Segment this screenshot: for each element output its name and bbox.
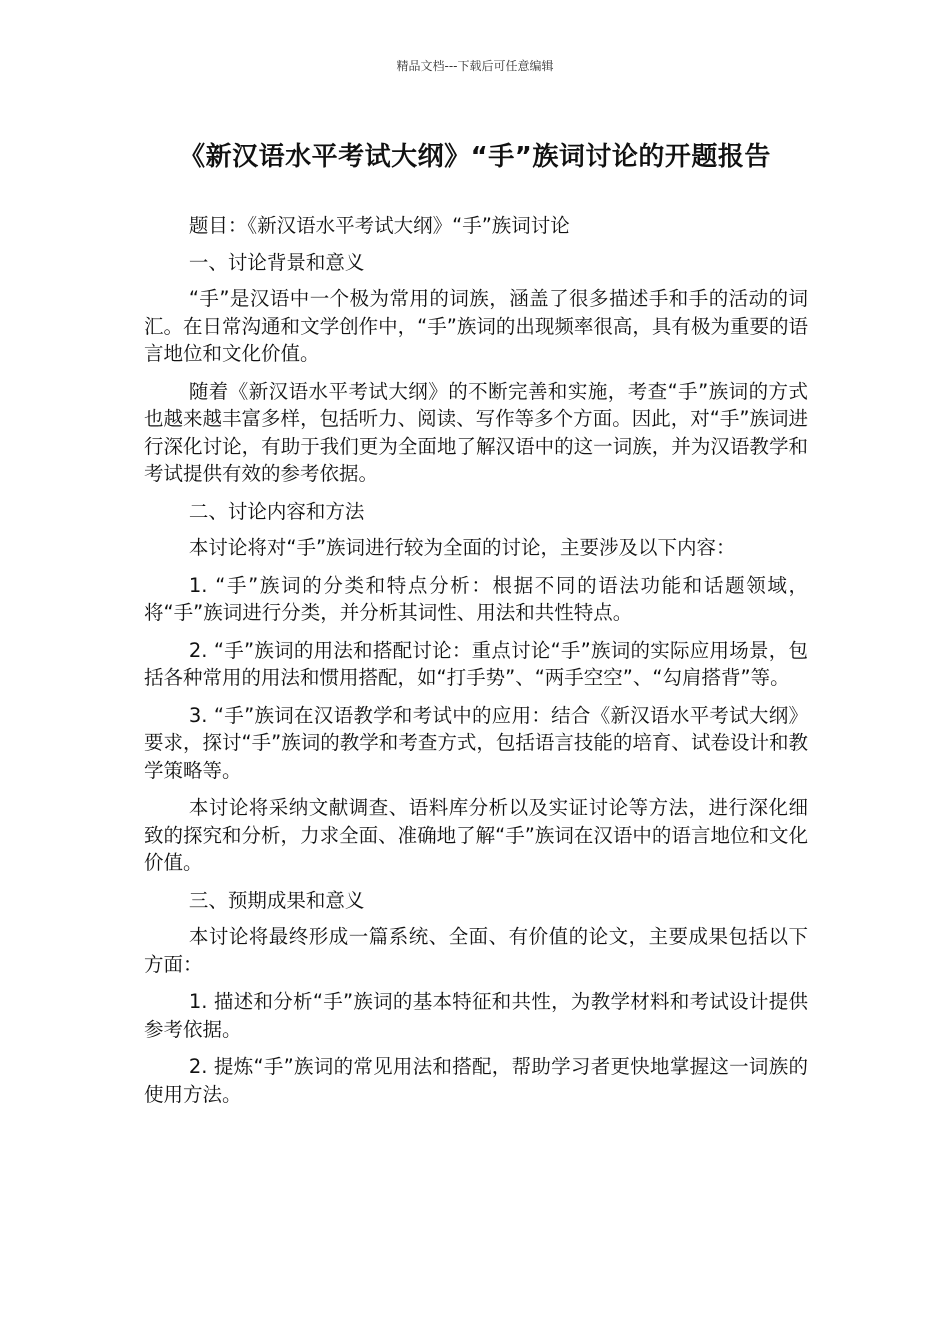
list-item: 1. 描述和分析“手”族词的基本特征和共性，为教学材料和考试设计提供参考依据。 [144,990,808,1041]
page-header: 精品文档---下载后可任意编辑 [396,59,554,73]
list-item: 1. “手”族词的分类和特点分析：根据不同的语法功能和话题领域，将“手”族词进行分类，并分析其词性、用法和共性特点。 [144,573,808,624]
body-paragraph: 本讨论将对“手”族词进行较为全面的讨论，主要涉及以下内容： [188,536,736,559]
section-heading-results: 三、预期成果和意义 [188,888,365,912]
body-paragraph: 本讨论将最终形成一篇系统、全面、有价值的论文，主要成果包括以下方面： [144,925,808,976]
list-item: 2. “手”族词的用法和搭配讨论：重点讨论“手”族词的实际应用场景，包括各种常用的用法和惯用搭配，如“打手势”、“两手空空”、“勾肩搭背”等。 [144,638,808,689]
list-item: 3. “手”族词在汉语教学和考试中的应用：结合《新汉语水平考试大纲》要求，探讨“手”族词的教学和考查方式，包括语言技能的培育、试卷设计和教学策略等。 [144,703,808,782]
section-heading-background: 一、讨论背景和意义 [188,250,365,274]
topic-line: 题目：《新汉语水平考试大纲》“手”族词讨论 [188,214,570,237]
section-heading-content-method: 二、讨论内容和方法 [188,499,365,523]
list-item: 2. 提炼“手”族词的常见用法和搭配，帮助学习者更快地掌握这一词族的使用方法。 [144,1055,808,1106]
document-title: 《新汉语水平考试大纲》“手”族词讨论的开题报告 [179,142,771,172]
document-body [144,212,808,1118]
body-paragraph: 本讨论将采纳文献调查、语料库分析以及实证讨论等方法，进行深化细致的探究和分析，力求全面、准确地了解“手”族词在汉语中的语言地位和文化价值。 [144,796,808,874]
body-paragraph: “手”是汉语中一个极为常用的词族，涵盖了很多描述手和手的活动的词汇。在日常沟通和文学创作中，“手”族词的出现频率很高，具有极为重要的语言地位和文化价值。 [144,287,808,365]
body-paragraph: 随着《新汉语水平考试大纲》的不断完善和实施，考查“手”族词的方式也越来越丰富多样，包括听力、阅读、写作等多个方面。因此，对“手”族词进行深化讨论，有助于我们更为全面地了解汉语中的这一词族，并为汉语教学和考试提供有效的参考依据。 [144,379,808,485]
